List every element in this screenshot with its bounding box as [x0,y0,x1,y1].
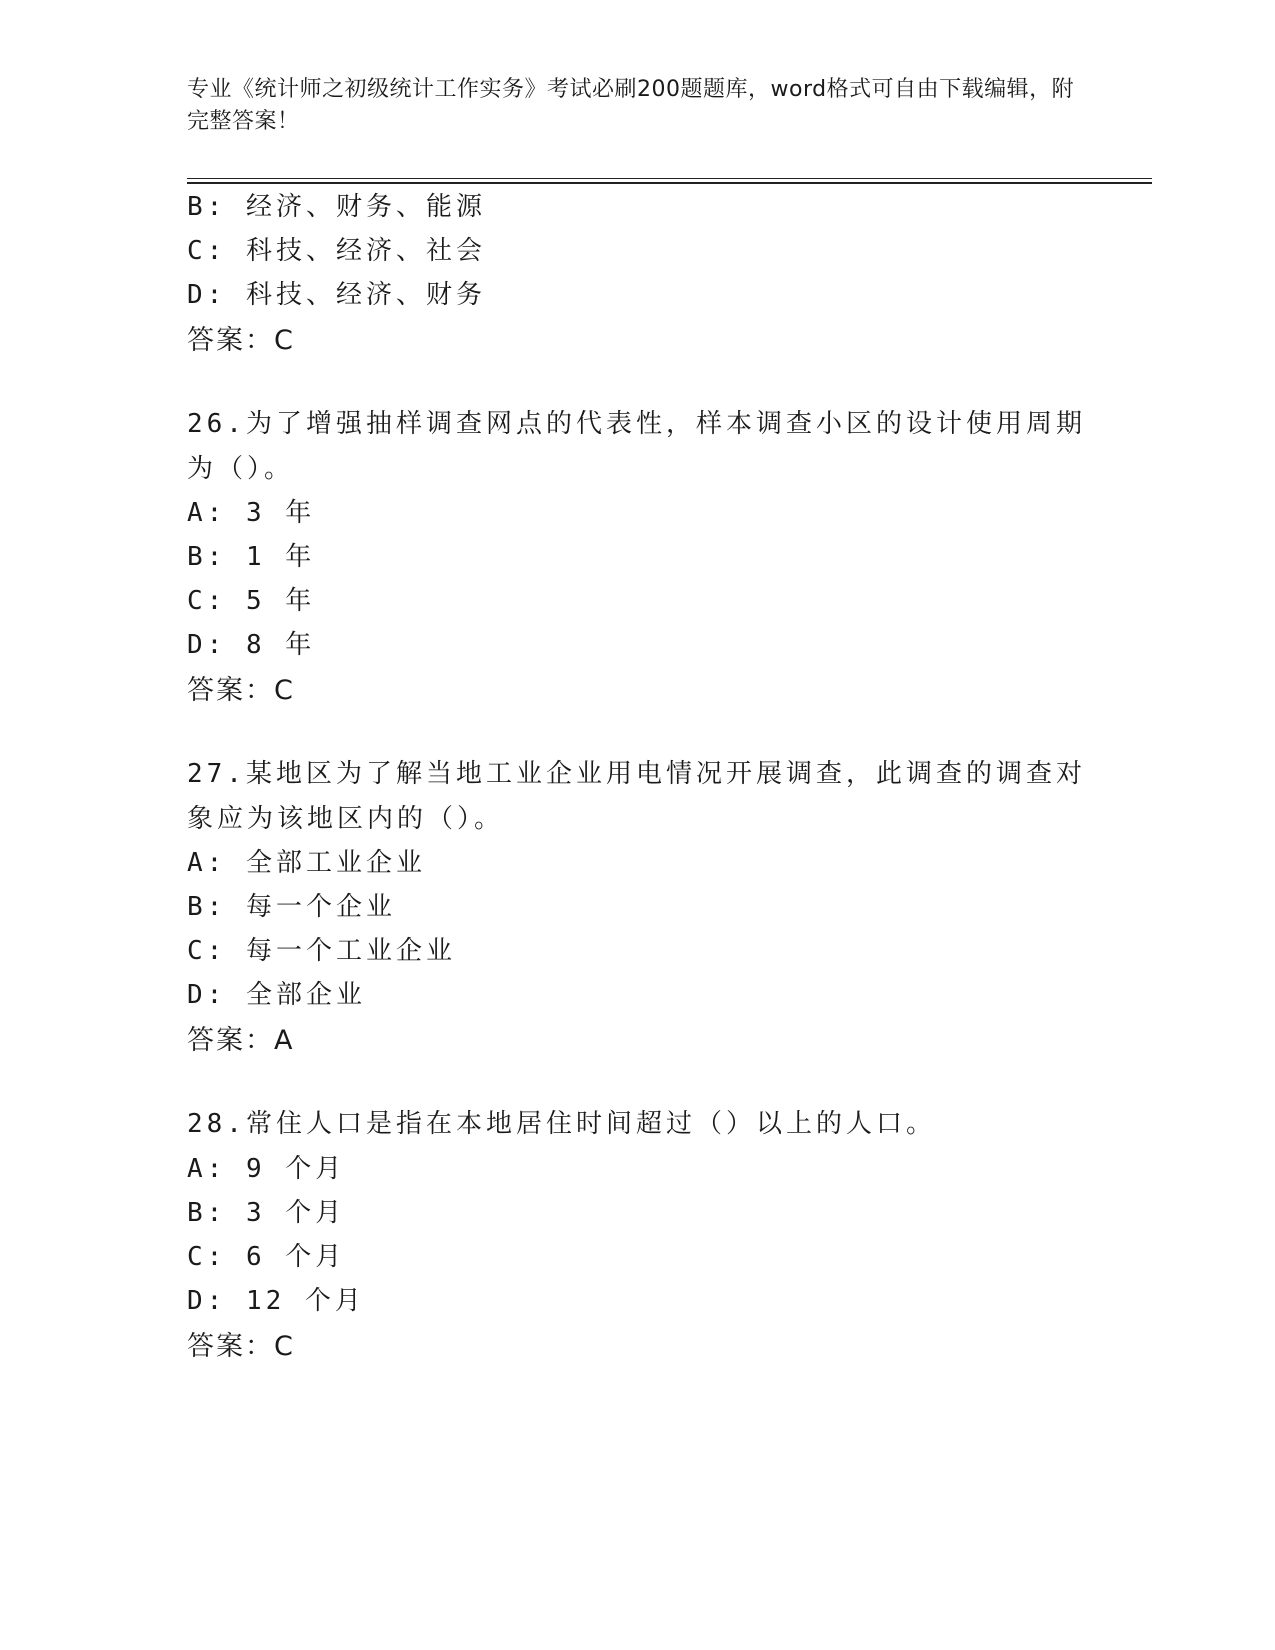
q26-stem: 26.为了增强抽样调查网点的代表性，样本调查小区的设计使用周期为（）。 [187,409,1086,484]
q25-option-b: B: 经济、财务、能源 [187,192,486,222]
q27-answer: 答案：A [187,1025,295,1056]
q27-stem: 27.某地区为了解当地工业企业用电情况开展调查，此调查的调查对象应为该地区内的（）。 [187,759,1086,834]
q27-option-a: A: 全部工业企业 [187,848,426,878]
q28-option-d: D: 12 个月 [187,1286,365,1316]
q25-answer: 答案：C [187,325,295,356]
header-divider-thick [187,182,1152,184]
q28-answer: 答案：C [187,1331,295,1362]
q26-option-a: A: 3 年 [187,498,316,528]
q27-option-b: B: 每一个企业 [187,892,396,922]
q26-option-d: D: 8 年 [187,630,316,660]
q27-option-d: D: 全部企业 [187,980,366,1010]
q28-option-a: A: 9 个月 [187,1154,346,1184]
q28-option-b: B: 3 个月 [187,1198,346,1228]
q27-option-c: C: 每一个工业企业 [187,936,456,966]
q25-option-c: C: 科技、经济、社会 [187,236,486,266]
q28-option-c: C: 6 个月 [187,1242,346,1272]
q26-answer: 答案：C [187,675,295,706]
q25-option-d: D: 科技、经济、财务 [187,280,486,310]
q28-stem: 28.常住人口是指在本地居住时间超过（）以上的人口。 [187,1109,936,1139]
q26-option-c: C: 5 年 [187,586,316,616]
document-header-title: 专业《统计师之初级统计工作实务》考试必刷200题题库，word格式可自由下载编辑，附完整答案！ [187,77,1075,134]
header-divider-thin [187,178,1152,179]
q26-option-b: B: 1 年 [187,542,316,572]
